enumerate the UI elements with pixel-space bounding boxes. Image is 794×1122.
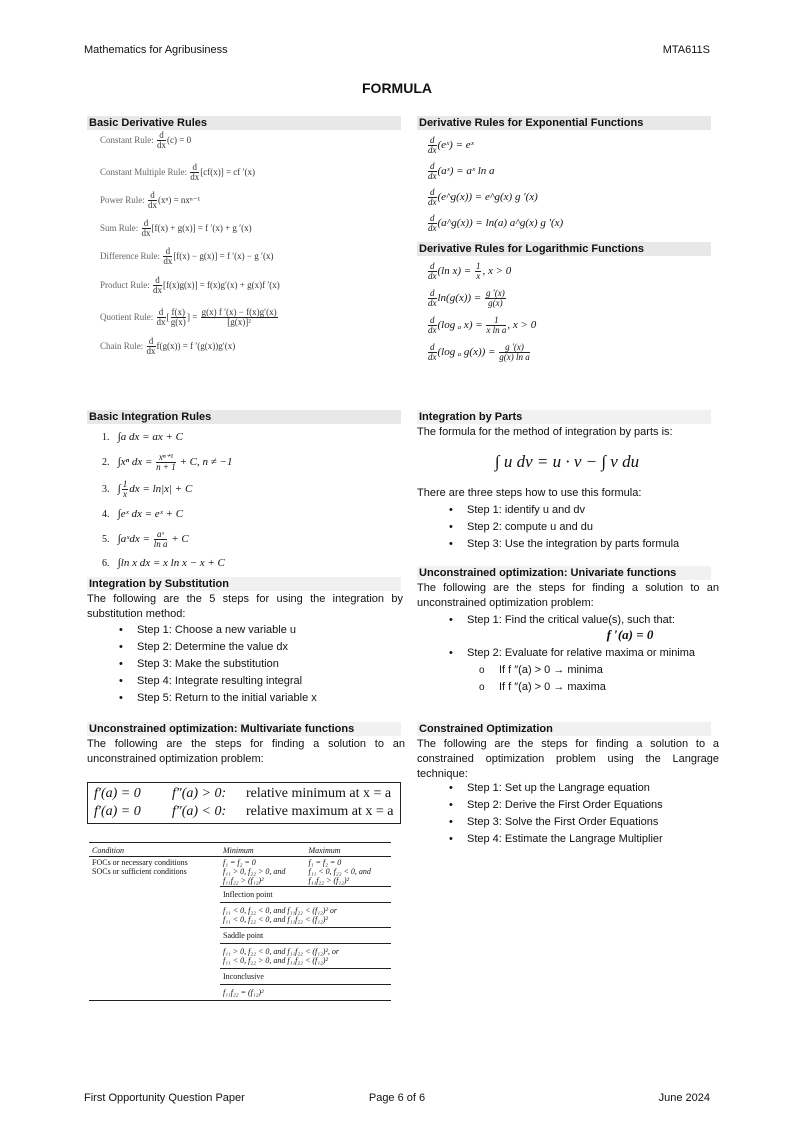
parts-formula: ∫ u dv = u · v − ∫ v du — [494, 452, 640, 471]
box-row-2-b: f″(a) < 0: — [172, 804, 227, 819]
cond-soc: SOCs or sufficient conditions — [92, 867, 187, 876]
substitution-intro: The following are the 5 steps for using the integration by substitution method: — [87, 593, 403, 620]
rule-power: Power Rule: $\frac{d}{dx}$ (xⁿ) = nxⁿ⁻¹ — [100, 190, 201, 211]
derivative-heading: Basic Derivative Rules — [87, 116, 401, 130]
parts-steps — [425, 502, 715, 553]
univariate-sub-steps — [425, 662, 715, 696]
univariate-step2 — [425, 645, 715, 662]
rule-sum: Sum Rule: $\frac{d}{dx}$ [f(x) + g(x)] = f ′(x) + g ′(x) — [100, 218, 252, 239]
rule-difference: Difference Rule: $\frac{d}{dx}$ [f(x) − g(x)] = f ′(x) − g ′(x) — [100, 246, 274, 267]
int-rule-4: 4. ∫eˣ dx = eˣ + C — [102, 508, 184, 520]
exp-rule-1: $\frac{d}{dx}$ (eˣ) = eˣ — [428, 134, 474, 155]
rule-constant: Constant Rule: $\frac{d}{dx}$ (c) = 0 — [100, 130, 192, 151]
list-item: • Step 1: Set up the Langrage equation — [425, 780, 715, 797]
parts-heading: Integration by Parts — [417, 410, 711, 424]
max-foc: f₁ = f₂ = 0 — [308, 858, 342, 867]
constrained-steps — [425, 780, 715, 848]
multivariate-heading: Unconstrained optimization: Multivariate functions — [87, 722, 401, 736]
min-foc: f₁ = f₂ = 0 — [223, 858, 256, 867]
table-top-rule — [89, 842, 391, 843]
substitution-steps — [95, 622, 395, 707]
rule-product: Product Rule: $\frac{d}{dx}$ [f(x)g(x)] = f(x)g′(x) + g(x)f ′(x) — [100, 275, 280, 296]
critical-value-equation: f ′(a) = 0 — [606, 627, 654, 642]
table-row — [89, 857, 391, 887]
footer-date: June 2024 — [658, 1092, 710, 1104]
second-derivative-box — [87, 782, 401, 824]
cond-foc: FOCs or necessary conditions — [92, 858, 188, 867]
exp-rule-4: $\frac{d}{dx}$ (a^g(x)) = ln(a) a^g(x) g ′(x) — [428, 212, 564, 233]
header-minimum: Minimum — [223, 846, 254, 855]
rule-quotient: Quotient Rule: $\frac{d}{dx}$ [ $\frac{f(x)}{g(x)}$ ] = $\frac{g(x) f '(x) - f(x)g'(x)}{\text{[g(x)]²}}$ — [100, 307, 277, 328]
page-number: Page 6 of 6 — [368, 1092, 426, 1104]
exp-rules — [427, 132, 707, 236]
table-row — [89, 944, 391, 969]
table-row — [89, 928, 391, 944]
parts-intro: The formula for the method of integration by parts is: — [417, 426, 673, 438]
log-rule-3: $\frac{d}{dx}$ (log ₐ x) = $\frac{1}{\text{x ln a}}$ , x > 0 — [428, 314, 537, 335]
integration-heading: Basic Integration Rules — [87, 410, 401, 424]
max-soc-1: f₁₁ < 0, f₂₂ < 0, and — [308, 867, 371, 876]
saddle-2: f₁₁ < 0, f₂₂ > 0, and f₁₁f₂₂ < (f₁₂)² — [223, 956, 328, 965]
list-item: o If f ″(a) > 0 → minima — [425, 662, 715, 679]
derivative-rules — [100, 130, 400, 358]
log-rules — [427, 258, 707, 366]
list-item: • Step 5: Return to the initial variable x — [95, 690, 395, 707]
inconclusive-1: f₁₁f₂₂ = (f₁₂)² — [223, 988, 264, 997]
log-heading: Derivative Rules for Logarithmic Functions — [417, 242, 711, 256]
list-item: • Step 1: Find the critical value(s), such that: — [425, 612, 715, 629]
list-item: • Step 1: Choose a new variable u — [95, 622, 395, 639]
int-rule-2: 2. ∫xⁿ dx = $\frac{\text{xⁿ⁺¹}}{n + 1}$ + C, n ≠ −1 — [102, 451, 233, 472]
header-maximum: Maximum — [308, 846, 341, 855]
box-row-1-b: f″(a) > 0: — [172, 786, 227, 801]
constrained-intro: The following are the steps for finding a solution to a constrained optimization problem using the Langrage technique: — [417, 738, 719, 780]
min-soc-2: f₁₁f₂₂ > (f₁₂)² — [223, 876, 264, 885]
exp-heading: Derivative Rules for Exponential Functions — [417, 116, 711, 130]
int-rule-1: 1. ∫a dx = ax + C — [102, 431, 183, 443]
page-title: FORMULA — [362, 80, 432, 96]
rule-chain: Chain Rule: $\frac{d}{dx}$ f(g(x)) = f ′(g(x))g′(x) — [100, 336, 236, 357]
table-row — [89, 887, 391, 903]
univariate-intro: The following are the steps for finding a solution to an unconstrained optimization problem: — [417, 582, 719, 609]
header-condition: Condition — [92, 846, 125, 855]
conditions-table — [89, 845, 391, 1001]
int-rule-3: 3. ∫ $\frac{1}{x}$ dx = ln|x| + C — [102, 478, 193, 499]
int-rule-6: 6. ∫ln x dx = x ln x − x + C — [102, 557, 225, 569]
table-row — [89, 969, 391, 985]
univariate-heading: Unconstrained optimization: Univariate functions — [417, 566, 711, 580]
list-item: • Step 3: Make the substitution — [95, 656, 395, 673]
integration-rules — [102, 426, 392, 573]
list-item: o If f ″(a) > 0 → maxima — [425, 679, 715, 696]
list-item: • Step 1: identify u and dv — [425, 502, 715, 519]
log-rule-2: $\frac{d}{dx}$ ln(g(x)) = $\frac{g '(x)}{g(x)}$ — [428, 287, 505, 308]
header-code: MTA611S — [662, 44, 710, 56]
inflection-2: f₁₁ < 0, f₂₂ < 0, and f₁₁f₂₂ < (f₁₂)² — [223, 915, 328, 924]
substitution-heading: Integration by Substitution — [87, 577, 401, 591]
exp-rule-3: $\frac{d}{dx}$ (e^g(x)) = e^g(x) g ′(x) — [428, 186, 538, 207]
int-rule-5: 5. ∫aˣdx = $\frac{\text{aˣ}}{\text{ln a}}$ + C — [102, 528, 189, 549]
saddle-1: f₁₁ > 0, f₂₂ < 0, and f₁₁f₂₂ < (f₁₂)², or — [223, 947, 339, 956]
box-row-2-a: f′(a) = 0 — [94, 804, 141, 819]
list-item: • Step 4: Integrate resulting integral — [95, 673, 395, 690]
constrained-heading: Constrained Optimization — [417, 722, 711, 736]
inflection-label: Inflection point — [220, 887, 391, 903]
footer-left: First Opportunity Question Paper — [84, 1092, 245, 1104]
list-item: • Step 3: Use the integration by parts formula — [425, 536, 715, 553]
list-item: • Step 2: Evaluate for relative maxima or minima — [425, 645, 715, 662]
table-row — [89, 985, 391, 1001]
table-row — [89, 903, 391, 928]
list-item: • Step 4: Estimate the Langrage Multiplier — [425, 831, 715, 848]
list-item: • Step 2: compute u and du — [425, 519, 715, 536]
max-soc-2: f₁₁f₂₂ > (f₁₂)² — [308, 876, 349, 885]
list-item: • Step 2: Determine the value dx — [95, 639, 395, 656]
box-row-1-a: f′(a) = 0 — [94, 786, 141, 801]
exp-rule-2: $\frac{d}{dx}$ (aˣ) = aˣ ln a — [428, 160, 495, 181]
log-rule-4: $\frac{d}{dx}$ (log ₐ g(x)) = $\frac{g '(x)}{\text{g(x) ln a}}$ — [428, 341, 530, 362]
rule-constant-multiple: Constant Multiple Rule: $\frac{d}{dx}$ [cf(x)] = cf ′(x) — [100, 162, 256, 183]
inconclusive-label: Inconclusive — [220, 969, 391, 985]
box-row-1-c: relative minimum at x = a — [246, 786, 392, 801]
parts-steps-intro: There are three steps how to use this formula: — [417, 487, 642, 499]
table-row — [89, 845, 391, 857]
box-row-2-c: relative maximum at x = a — [246, 804, 394, 819]
list-item: • Step 3: Solve the First Order Equations — [425, 814, 715, 831]
saddle-label: Saddle point — [220, 928, 391, 944]
log-rule-1: $\frac{d}{dx}$ (ln x) = $\frac{1}{x}$ , x > 0 — [428, 260, 512, 281]
list-item: • Step 2: Derive the First Order Equations — [425, 797, 715, 814]
multivariate-intro: The following are the steps for finding a solution to an unconstrained optimization problem: — [87, 738, 405, 765]
inflection-1: f₁₁ < 0, f₂₂ < 0, and f₁₁f₂₂ < (f₁₂)² or — [223, 906, 337, 915]
header-course: Mathematics for Agribusiness — [84, 44, 228, 56]
min-soc-1: f₁₁ > 0, f₂₂ > 0, and — [223, 867, 286, 876]
